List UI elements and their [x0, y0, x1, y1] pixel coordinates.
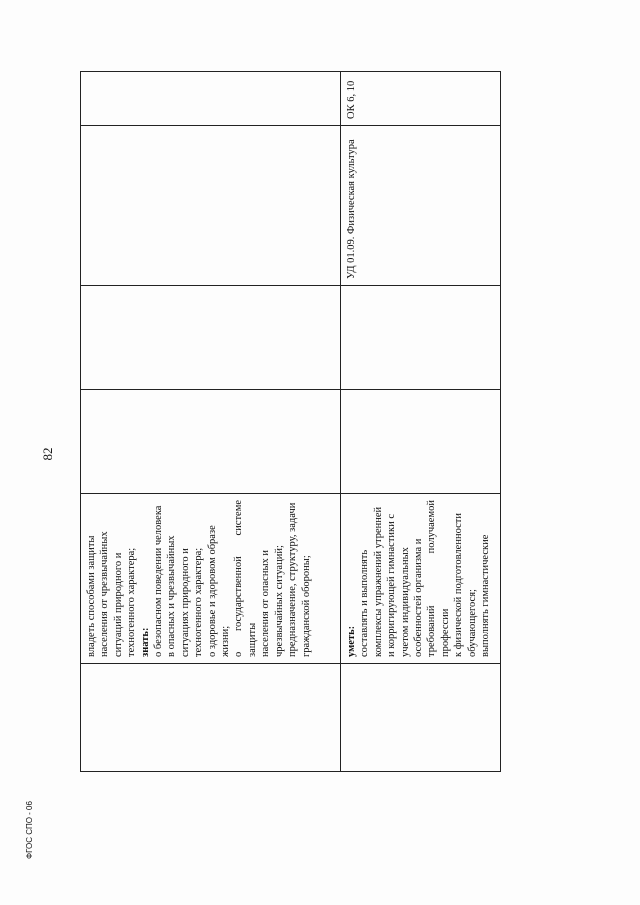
table-cell-discipline: УД 01.09. Физическая культура: [341, 126, 501, 286]
footer-standard-code: ФГОС СПО - 06: [25, 801, 34, 859]
skills-line: учетом индивидуальных: [399, 547, 411, 657]
table-row: [81, 72, 341, 772]
skills-line: населения от чрезвычайных: [99, 531, 111, 657]
table-cell-skills: [81, 494, 341, 664]
skills-heading: уметь:: [346, 625, 357, 657]
skills-line: выполнять гимнастические: [480, 534, 492, 657]
skills-line: требований получаемой профессии: [426, 500, 451, 657]
table-cell-skills: [341, 494, 501, 664]
skills-line: ситуациях природного и: [179, 548, 191, 657]
skills-line: владеть способами защиты: [86, 535, 97, 657]
table-cell-empty: [81, 126, 341, 286]
skills-line: населения от опасных и: [260, 549, 272, 657]
table-cell-empty: [341, 286, 501, 390]
skills-line: жизни;: [220, 625, 232, 657]
table-cell-index: [81, 664, 341, 772]
skills-line: особенностей организма и: [413, 538, 425, 657]
skills-line: предназначение, структуру, задачи: [287, 502, 299, 657]
skills-line: о безопасном поведении человека: [153, 505, 165, 657]
skills-line: в опасных и чрезвычайных: [166, 535, 178, 657]
table-cell-empty: [81, 286, 341, 390]
skills-line: чрезвычайных ситуаций;: [273, 545, 285, 657]
rotated-table-frame: [80, 72, 500, 772]
skills-line: составлять и выполнять: [359, 549, 371, 657]
table-cell-empty: [341, 390, 501, 494]
table-container: [80, 72, 500, 772]
skills-line: обучающегося;: [466, 589, 478, 657]
skills-line: о здоровье и здоровом образе: [206, 525, 218, 657]
skills-line: к физической подготовленности: [453, 513, 465, 657]
skills-line: комплексы упражнений утренней: [372, 506, 384, 657]
table-cell-competences: ОК 6, 10: [341, 72, 501, 126]
skills-line: ситуаций природного и: [112, 552, 124, 657]
table-cell-empty: [81, 390, 341, 494]
table-cell-index: [341, 664, 501, 772]
skills-line: техногенного характера;: [126, 547, 138, 657]
skills-line: техногенного характера;: [193, 547, 205, 657]
skills-heading: знать:: [139, 627, 151, 657]
table-cell-empty: [81, 72, 341, 126]
skills-line: гражданской обороны;: [300, 555, 312, 657]
table-row: [341, 72, 501, 772]
requirements-table: [80, 71, 501, 772]
page-number: 82: [40, 447, 55, 461]
skills-line: и корригирующей гимнастики с: [386, 513, 398, 657]
skills-line: о государственной системе защиты: [233, 500, 258, 657]
